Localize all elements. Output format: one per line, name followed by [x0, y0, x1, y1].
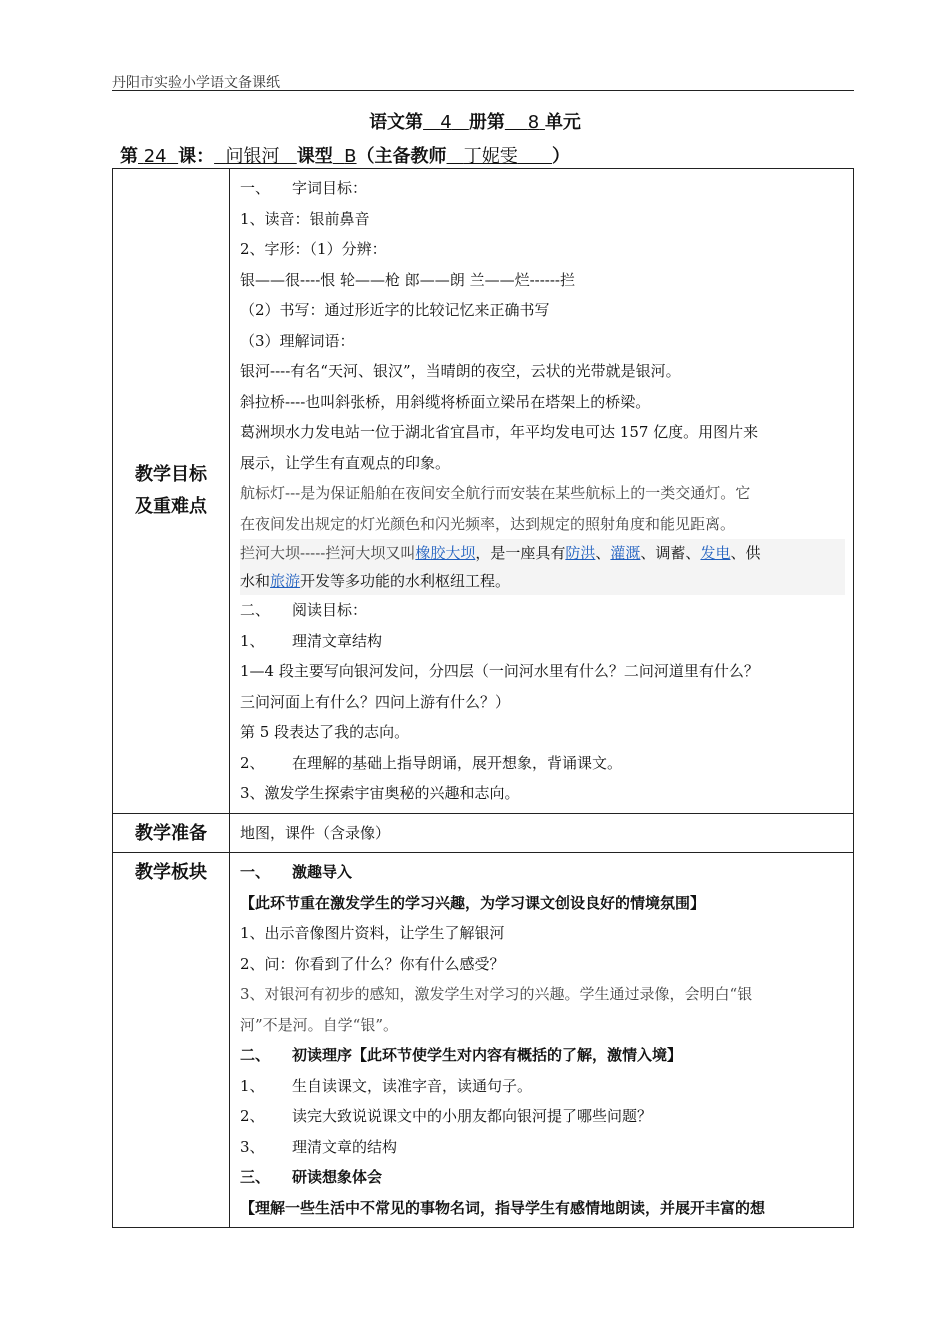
objective-line: 展示，让学生有直观点的印象。	[240, 453, 451, 472]
objective-line: 水和旅游开发等多功能的水利枢纽工程。	[240, 572, 511, 590]
objective-line: （2）书写：通过形近字的比较记忆来正确书写	[240, 301, 550, 319]
objective-line: 航标灯---是为保证船舶在夜间安全航行而安装在某些航标上的一类交通灯。它	[240, 484, 751, 502]
objective-line: 第 5 段表达了我的志向。	[240, 723, 410, 741]
header-divider	[112, 90, 854, 91]
objectives-label-cell	[113, 169, 230, 814]
block-line: 2、 读完大致说说课文中的小朋友都向银河提了哪些问题？	[240, 1107, 653, 1125]
lesson-line: 第 24 课： 问银河 课型 B（主备教师 丁妮雯 ）	[120, 146, 571, 167]
block-line: 3、 理清文章的结构	[240, 1137, 398, 1156]
preparation-label-cell	[113, 813, 230, 853]
objective-line: 一、 字词目标：	[240, 179, 368, 197]
block-line: 2、问：你看到了什么？你有什么感受？	[240, 954, 505, 973]
objective-line: 3、激发学生探索宇宙奥秘的兴趣和志向。	[240, 784, 520, 802]
blocks-row	[113, 853, 854, 1228]
objective-line: （3）理解词语：	[240, 331, 355, 350]
lesson-plan-table	[112, 168, 854, 1228]
objectives-row	[113, 169, 854, 814]
objective-line: 银——很----恨 轮——枪 郎——朗 兰——烂------拦	[240, 270, 575, 289]
block-line: 二、 初读理序【此环节使学生对内容有概括的了解，激情入境】	[240, 1046, 683, 1064]
blocks-label-cell	[113, 853, 230, 1228]
blocks-label: 教学板块	[135, 862, 207, 883]
flood-control-link[interactable]: 防洪	[565, 544, 596, 562]
objective-line: 在夜间发出规定的灯光颜色和闪光频率，达到规定的照射角度和能见距离。	[240, 514, 736, 533]
lesson-number: 24	[143, 146, 167, 167]
dam-definition	[240, 539, 845, 595]
block-line: 【此环节重在激发学生的学习兴趣，为学习课文创设良好的情境氛围】	[240, 893, 706, 912]
block-line: 一、 激趣导入	[240, 863, 353, 881]
objective-line: 三问河面上有什么？四问上游有什么？）	[240, 692, 511, 711]
preparation-row	[113, 813, 854, 853]
objective-line: 银河----有名“天河、银汉”，当晴朗的夜空，云状的光带就是银河。	[240, 362, 681, 380]
objective-line: 1、 理清文章结构	[240, 631, 383, 650]
block-line: 三、 研读想象体会	[240, 1168, 383, 1186]
preparation-content	[230, 813, 854, 853]
tourism-link[interactable]: 旅游	[270, 572, 301, 590]
objectives-content	[230, 169, 854, 814]
objective-line: 2、字形：（1）分辨：	[240, 240, 387, 258]
block-line: 河”不是河。自学“银”。	[240, 1015, 399, 1034]
unit-number: 8	[527, 112, 540, 133]
block-line: 【理解一些生活中不常见的事物名词，指导学生有感情地朗读，并展开丰富的想	[240, 1198, 766, 1217]
objective-line: 2、 在理解的基础上指导朗诵，展开想象，背诵课文。	[240, 753, 623, 772]
power-generation-link[interactable]: 发电	[700, 544, 731, 562]
objective-line: 1—4 段主要写向银河发问，分四层（一问河水里有什么？二问河道里有什么？	[240, 662, 759, 680]
school-header: 丹阳市实验小学语文备课纸	[112, 75, 280, 91]
title-mid: 册第	[468, 112, 505, 133]
document-title	[0, 108, 950, 134]
preparation-label: 教学准备	[135, 822, 207, 844]
preparation-text: 地图，课件（含录像）	[240, 823, 391, 842]
objective-line: 葛洲坝水力发电站一位于湖北省宜昌市，年平均发电可达 157 亿度。用图片来	[240, 423, 759, 441]
irrigation-link[interactable]: 灌溉	[610, 544, 641, 562]
block-line: 1、出示音像图片资料，让学生了解银河	[240, 924, 505, 942]
title-prefix: 语文第	[369, 112, 424, 133]
lesson-teacher: 丁妮雯	[463, 146, 518, 167]
lesson-name: 问银河	[225, 146, 280, 167]
rubber-dam-link[interactable]: 橡胶大坝	[415, 544, 476, 562]
objectives-label-line2: 及重难点	[135, 495, 207, 517]
objective-line: 1、读音：银前鼻音	[240, 209, 370, 228]
objective-line: 拦河大坝-----拦河大坝又叫橡胶大坝，是一座具有防洪、灌溉、调蓄、发电、供	[240, 544, 761, 562]
block-line: 3、对银河有初步的感知，激发学生对学习的兴趣。学生通过录像，会明白“银	[240, 985, 753, 1003]
block-line: 1、 生自读课文，读准字音，读通句子。	[240, 1076, 533, 1095]
objectives-label-line1: 教学目标	[135, 463, 207, 485]
blocks-content	[230, 853, 854, 1228]
objective-line: 二、 阅读目标：	[240, 601, 368, 619]
title-suffix: 单元	[544, 112, 581, 133]
objective-line: 斜拉桥----也叫斜张桥，用斜缆将桥面立梁吊在塔架上的桥梁。	[240, 392, 651, 411]
book-number: 4	[440, 112, 452, 133]
lesson-type: B	[344, 146, 357, 167]
